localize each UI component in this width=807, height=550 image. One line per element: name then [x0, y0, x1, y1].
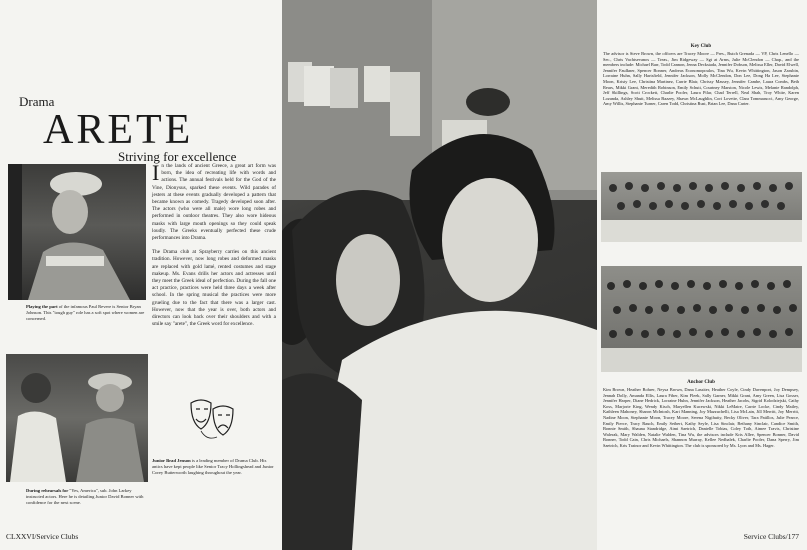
- caption-text: "Yes, America", sub. John Larkey instructed actors. Here he is detailing Junior David Bonner with confidence for the next scene.: [26, 488, 144, 505]
- anchor-club-group-photo: [601, 266, 802, 372]
- anchor-club-box: [603, 380, 799, 449]
- caption-rehearsal: [26, 488, 144, 506]
- caption-text: of the infamous Paul Revere is Senior Bryan Johnson. This "tough guy" role has a soft spot where women are concerned.: [26, 304, 145, 321]
- caption-text: is a leading member of Drama Club. His antics have kept people like Senior Tracy Hollingshead and Junior Corey Butterworth laughing throughout the year.: [152, 458, 274, 475]
- drama-photo-paul-revere: [8, 164, 146, 300]
- caption-paul-revere: [26, 304, 146, 322]
- page-subtitle: Striving for excellence: [118, 149, 237, 164]
- paragraph-1: [152, 160, 276, 242]
- spread-photo-drama-club: [282, 0, 597, 550]
- left-page: [0, 0, 282, 550]
- key-club-box: [603, 44, 799, 107]
- key-club-group-photo: [601, 172, 802, 242]
- folio-right: Service Clubs/177: [743, 532, 799, 541]
- key-club-group-image: [601, 172, 802, 242]
- drama-photo-rehearsal: [6, 354, 148, 482]
- folio-left: CLXXVI/Service Clubs: [6, 532, 79, 541]
- theatre-mask-icon: [187, 395, 239, 445]
- paragraph-2: The Drama club at Sprayberry carries on this ancient tradition. However, now long robes and deformed masks are replaced with gold lamé, rented costumes and stage makeup. Ms. Evans drills her actors and actresses until they meet the Greek ideal of perfection. During the fall one act practice, practices were held three days a week after school. In the spring musical the practices were more grueling due to the fact that there was a larger cast. However, now that the year is over, both actors and directors can look back over their shoulders and with a smile say "arete", the Greek word for excellence.: [152, 249, 276, 328]
- caption-lead: Junior Brad Jenson: [152, 458, 191, 463]
- drop-cap: I: [152, 160, 160, 185]
- anchor-club-heading: Anchor Club: [687, 380, 715, 385]
- key-club-text: The advisor is Steve Brown, the officers are Tracey Moore — Pres., Butch Grenada — VP, Chris Lenello — Sec., Chris Vachtsevanos — Treas., Jim Ridgeway — Sgt at Arms, Julie McClendon — Chap., and the members include: Michael Barr, Todd Cannon, Jenna Deckstada, Jennifer Dobson, Melissa Eller, David Elwell, Jennifer Faulkner, Spencer Bonner, Andreas Economopoulos, Tina Wu, Kevin Whittington, Jason Zarubin, Lorraine Huhn, Sally Hartsfield, Jennifer Jackson, Molly McClendon, Don Lee, Dong Ha Lee, Stephanie Moon, Kristy Lee, Christina Martinez, Carrie Blair, Chrissy Massey, Jennifer Cambe, Laura Combs, Beth Rears, Mikki Grant, Meredith Robinson, Emily Schutt, Courtney Marston, Nicole Lewis, Melanie Randolph, Jeff Skillings, Scott Crockett, Charlie Pooler, Laura Pilar, Chad Terrell, Neal Shah, Troy White, Karen Lozanda, Ashley Shutt, Melissa Bazzey, Shawn McLaughlin, Cori Lovette, Clara Tommarucci, Amy George, Amy Willis, Stephanie Turner, Caren Todd, Christina Rust, Brian Lee, Dana Carter.: [603, 51, 799, 107]
- caption-lead: Playing the part: [26, 304, 58, 309]
- page-title: ARETE: [43, 107, 194, 153]
- caption-lead: During rehearsals for: [26, 488, 69, 493]
- caption-brad-jenson: [152, 458, 276, 476]
- right-page: [597, 0, 807, 550]
- article-body: [152, 160, 276, 335]
- rehearsal-image: [6, 354, 148, 482]
- anchor-club-text: Kim Brown, Heather Bohrer, Neysa Brown, Dana Lassiter, Heather Coyle, Cindy Davenport, Joy Dempsey, Jennah Dolly, Amanda Ellis, Laura Fiber, Kim Fleek, Sally Garner, Mikki Grant, Amy Green, Lisa Gosser, Jennifer Harper, Diane Hedrick, Lorraine Huhn, Jennifer Jackson, Heather Jacobs, Sigrid Kolodziejski, Cathy Koss, Marjorie King, Wendy Kisch, Maryellen Kucewski, Nikki LeMaire, Carrie Locke, Cindy Mailey, Kathleen Mahoney, Sharon McIntosh, Kari Manning, Joy Mazzuchelli, Lisa McLain, Jill Merritt, Joy Merritt, Nadine Moon, Stephanie Moon, Tracey Moore, Serena Nigthutty, Becky Oliver, Tara Patillos, Julie Pearce, Emily Pierce, Tracy Rauch, Emily Seibert, Kathy Seyle, Lisa Sinclair, Bethany Sinclair, Candice Smith, Bonnie Smith, Shauna Standridge, Aimi Saetrich, Danielle Tobias, Coley Toth, Aimee Travis, Christine Walerak, Mary Walden, Natalie Walden, Tina Wu, the advisors include Kris Allee, Spencer Bonner, David Bonner, Todd Cain, Chris Michaels, Shannon Murray, Kellee Nedbalek, Charlie Pooler, Dana Sperry, Jim Saetrich, Kris Trainor and Kevin Whittington. The club is sponsored by Ms. Lyon and Ms. Hager.: [603, 387, 799, 448]
- key-club-heading: Key Club: [690, 44, 712, 49]
- section-label: Drama: [19, 94, 55, 109]
- paragraph-1-text: n the lands of ancient Greece, a great art form was born, the idea of recreating life with words and actions. The annual festivals held for the God of the Vine, Dionysus, sparked these events. Wild parades of jesters at these events gradually developed a pattern that became known as comedy. Tragedy developed soon after. The actors (who were all male) wore long robes and performed in outdoor theatres. They also wore hideous masks with large mouth openings so they could speak loudly. The Greeks eventually perfected these crude performances into Drama.: [152, 163, 276, 242]
- actor-silhouette-image: [8, 164, 146, 300]
- anchor-club-group-image: [601, 266, 802, 372]
- drama-club-group-image: [282, 0, 597, 550]
